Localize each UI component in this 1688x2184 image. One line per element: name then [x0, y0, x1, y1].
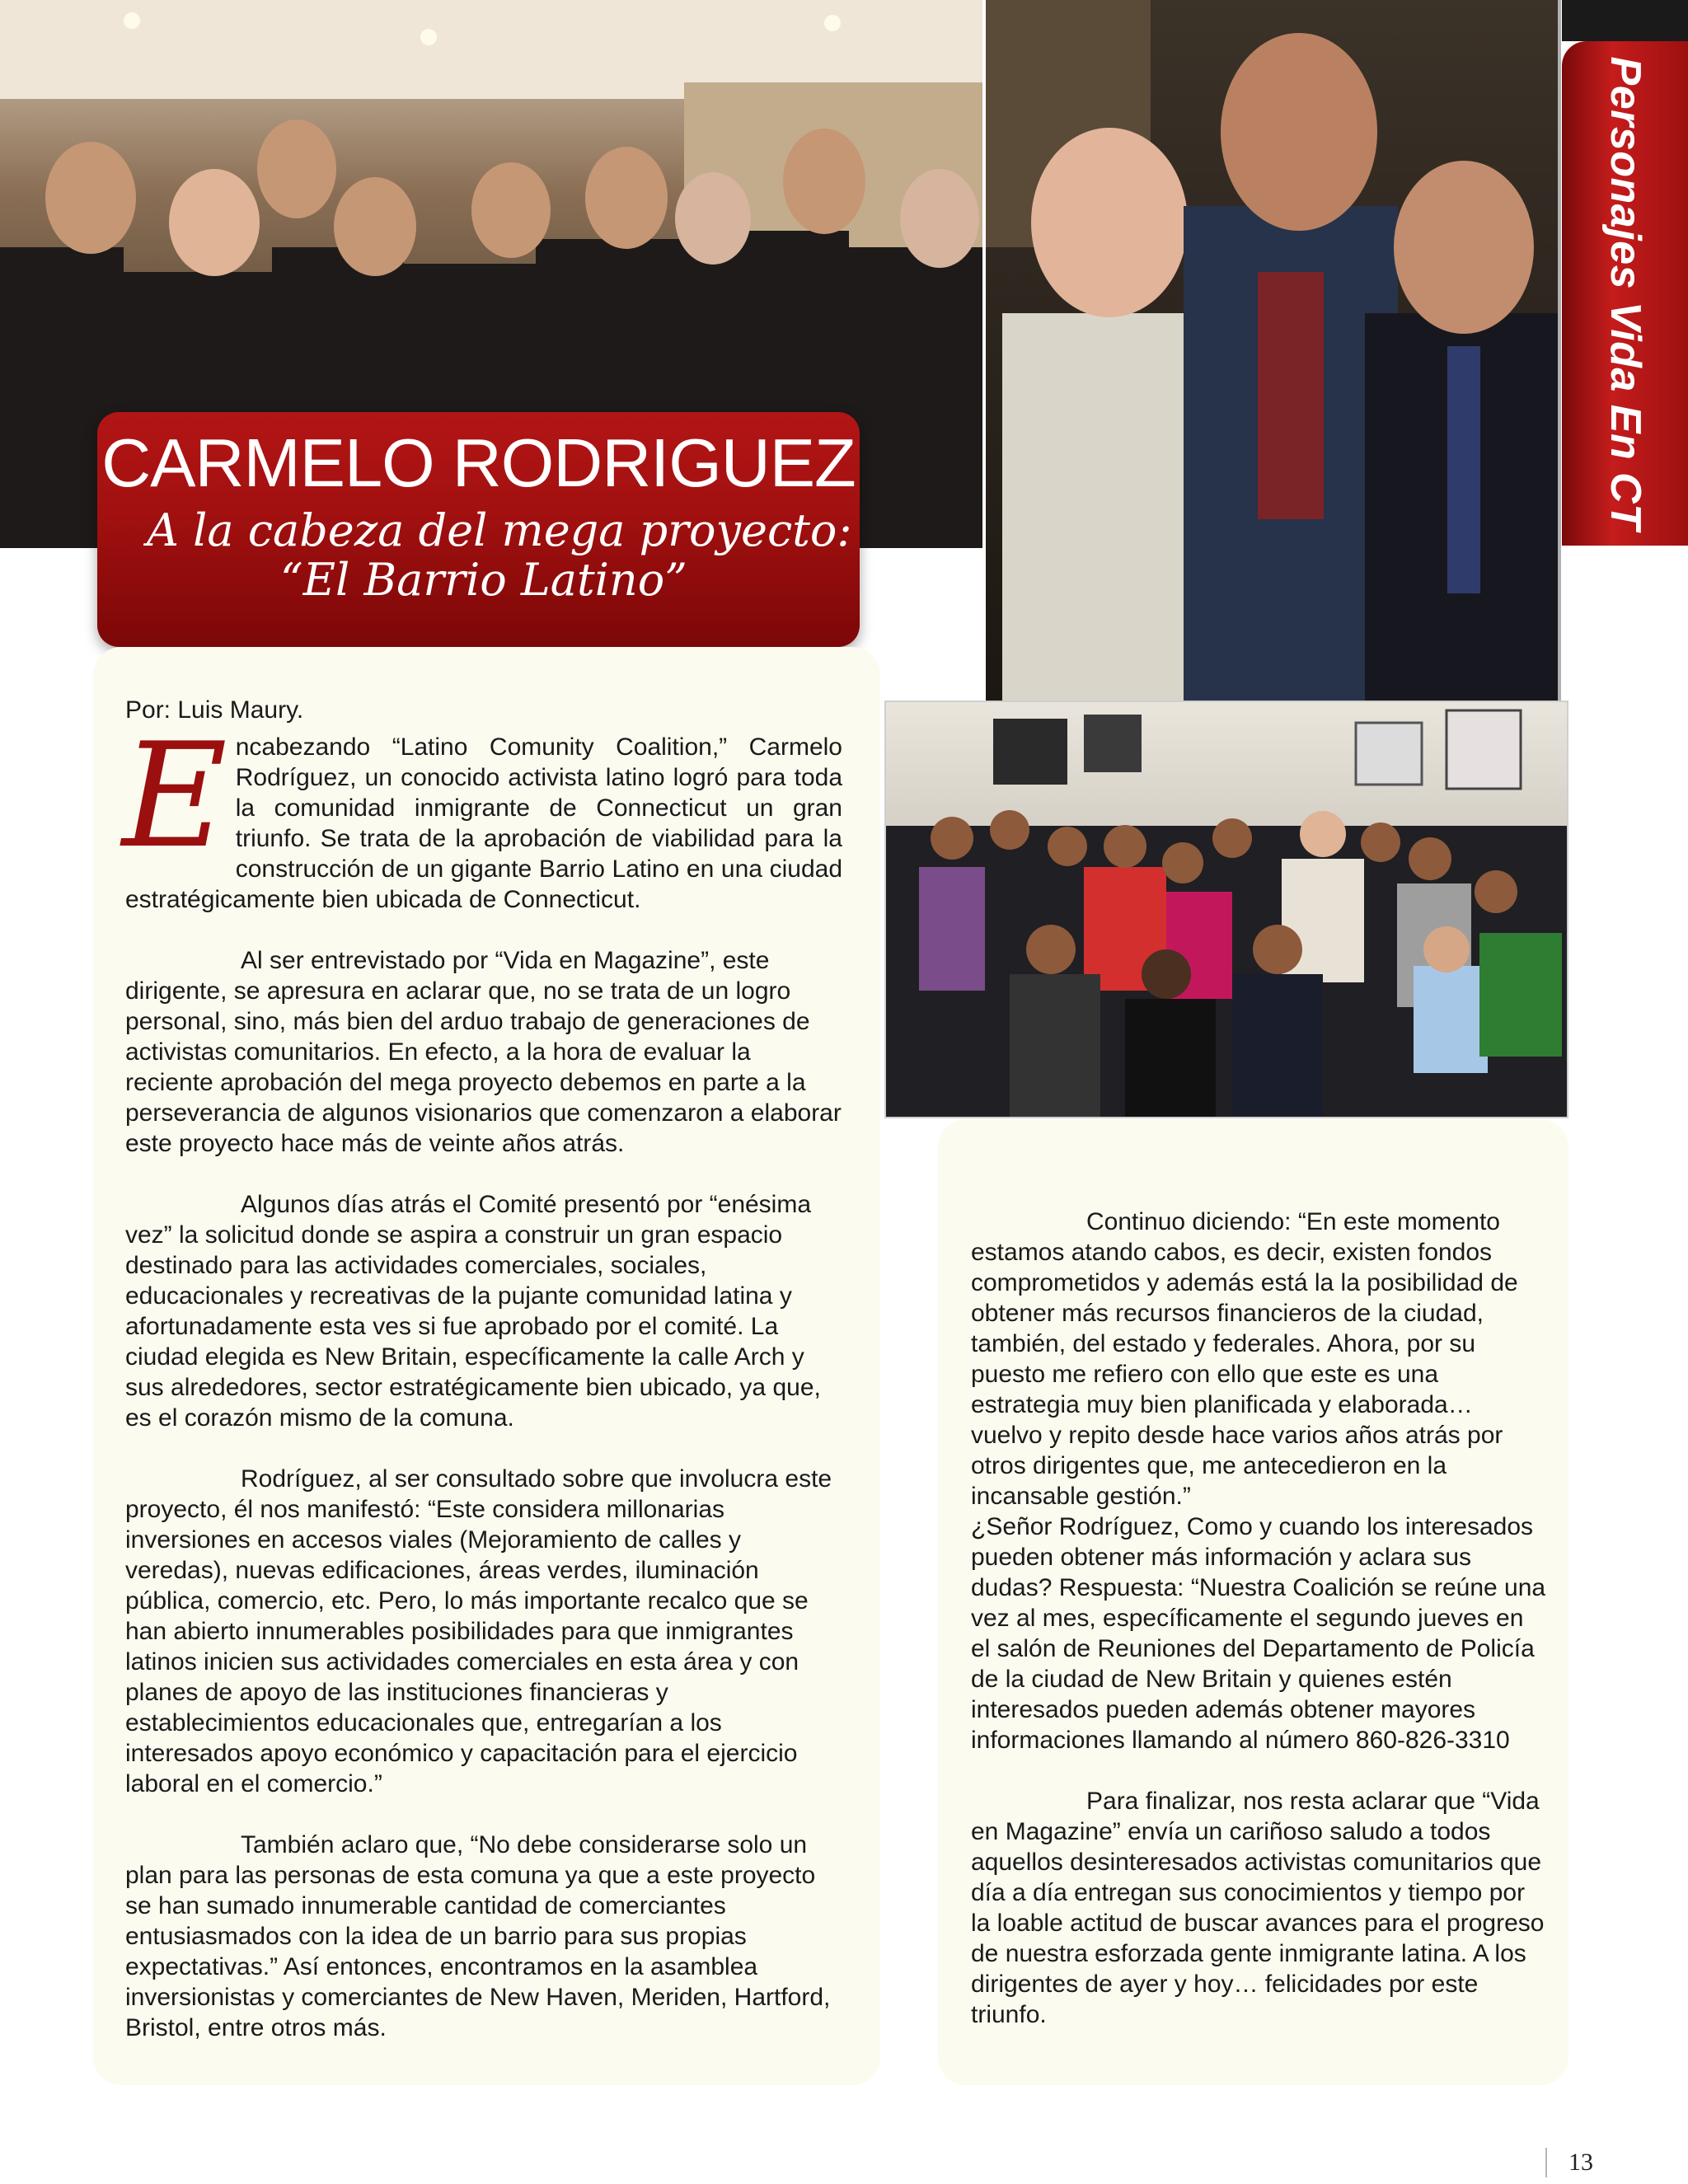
article-subtitle-line2: “El Barrio Latino” — [280, 554, 687, 606]
article-paragraph-2-text: Al ser entrevistado por “Vida en Magazine”, este dirigente, se apresura en aclarar que, no se trata de un logro personal, sino, más bien del arduo trabajo de generaciones de activistas comunitarios. En efecto, a la hora de evaluar la reciente aprobación del mega proyecto debemos en parte a la perseverancia de algunos visionarios que comenzaron a elaborar este proyecto hace más de veinte años atrás. — [125, 947, 842, 1157]
photo-three-men — [986, 0, 1561, 701]
section-tab — [1562, 41, 1688, 546]
article-paragraph-7 — [971, 1511, 1548, 1755]
article-paragraph-6 — [971, 1207, 1548, 1511]
article-paragraph-7-text: ¿Señor Rodríguez, Como y cuando los interesados pueden obtener más información y aclara sus dudas? Respuesta: “Nuestra Coalición se reúne una vez al mes, específicamente el segundo jueves en el salón de Reuniones del Departamento de Policía de la ciudad de New Britain y quienes estén interesados pueden además obtener mayores informaciones llamando al número 860-826-3310 — [971, 1513, 1546, 1754]
article-left-column — [122, 695, 842, 2074]
article-paragraph-4 — [125, 1464, 842, 1799]
article-right-column — [971, 1207, 1548, 2060]
article-byline: Por: Luis Maury. — [125, 696, 304, 724]
drop-cap: E — [122, 713, 227, 880]
article-paragraph-5 — [125, 1830, 842, 2043]
article-paragraph-1-text: ncabezando “Latino Comunity Coalition,” Carmelo Rodríguez, un conocido activista latino logró para toda la comunidad inmigrante de Connecticut un gran triunfo. Se trata de la aprobación de viabilidad para la construcción de un gigante Barrio Latino en una ciudad estratégicamente bien ubicada de Connecticut. — [125, 733, 842, 913]
article-paragraph-8-text: Para finalizar, nos resta aclarar que “Vida en Magazine” envía un cariñoso saludo a todos aquellos desinteresados activistas comunitarios que día a día entregan sus conocimientos y tiempo por la loable actitud de buscar avances para el progreso de nuestra esforzada gente inmigrante latina. A los dirigentes de ayer y hoy… felicidades por este triunfo. — [971, 1788, 1545, 2028]
article-paragraph-1 — [122, 713, 842, 915]
page-number: 13 — [1545, 2148, 1593, 2177]
article-paragraph-3-text: Algunos días atrás el Comité presentó por “enésima vez” la solicitud donde se aspira a construir un gran espacio destinado para las actividades comerciales, sociales, educacionales y recreativas de la pujante comunidad latina y afortunadamente esta ves si fue aprobado por el comité. La ciudad elegida es New Britain, específicamente la calle Arch y sus alrededores, sector estratégicamente bien ubicado, ya que, es el corazón mismo de la comuna. — [125, 1191, 821, 1432]
article-paragraph-5-text: También aclaro que, “No debe considerarse solo un plan para las personas de esta comuna ya que a este proyecto se han sumado innumerable cantidad de comerciantes entusiasmados con la idea de un barrio para sus propias expectativas.” Así entonces, encontramos en la asamblea inversionistas y comerciantes de New Haven, Meriden, Hartford, Bristol, entre otros más. — [125, 1831, 831, 2041]
article-paragraph-8 — [971, 1786, 1548, 2030]
article-paragraph-4-text: Rodríguez, al ser consultado sobre que involucra este proyecto, él nos manifestó: “Este considera millonarias inversiones en accesos viales (Mejoramiento de calles y veredas), nuevas edificaciones, áreas verdes, iluminación pública, comercio, etc. Pero, lo más importante recalco que se han abierto innumerables posibilidades para que inmigrantes latinos inicien sus actividades comerciales en esta área y con planes de apoyo de las instituciones financieras y establecimientos educacionales que, entregarían a los interesados apoyo económico y capacitación para el ejercicio laboral en el comercio.” — [125, 1465, 832, 1797]
title-banner — [97, 412, 860, 647]
photo-community-group — [884, 701, 1568, 1118]
article-title: CARMELO RODRIGUEZ — [101, 424, 856, 501]
article-paragraph-2 — [125, 945, 842, 1159]
article-paragraph-3 — [125, 1189, 842, 1433]
article-subtitle-line1: A la cabeza del mega proyecto: — [147, 504, 852, 556]
article-paragraph-6-text: Continuo diciendo: “En este momento estamos atando cabos, es decir, existen fondos comprometidos y además está la la posibilidad de obtener más recursos financieros de la ciudad, también, del estado y federales. Ahora, por su puesto me refiero con ello que este es una estrategia muy bien planificada y elaborada… vuelvo y repito desde hace varios años atrás por otros dirigentes que, me antecedieron en la incansable gestión.” — [971, 1208, 1518, 1510]
section-tab-label: Personajes Vida En CT — [1601, 56, 1649, 531]
side-tab-bar — [1562, 0, 1688, 41]
